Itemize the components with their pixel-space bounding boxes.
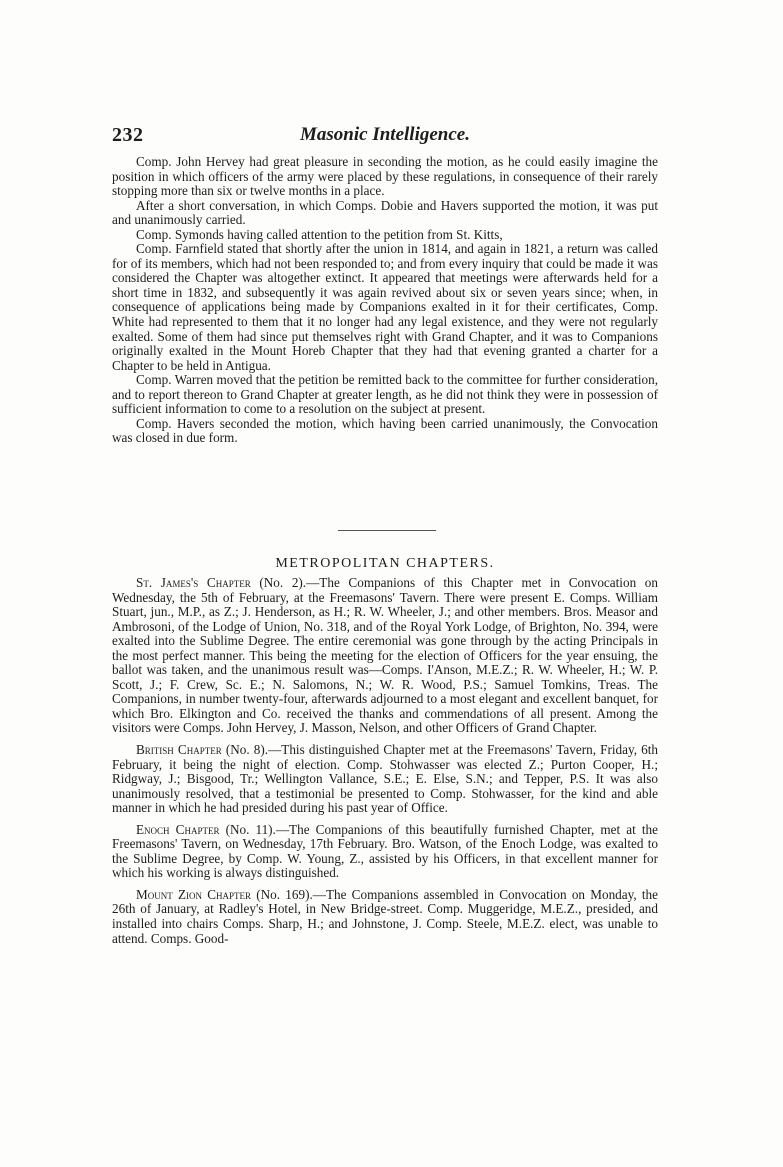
- chapter-name: British Chapter: [136, 742, 222, 758]
- chapter-name: Mount Zion Chapter: [136, 886, 252, 902]
- chapter-entry: [112, 576, 658, 736]
- page-header: [112, 124, 658, 146]
- paragraph: After a short conversation, in which Comps. Dobie and Havers supported the motion, it was put and unanimously carried.: [112, 197, 658, 228]
- chapter-name: Enoch Chapter: [136, 821, 220, 837]
- chapter-entry: [112, 888, 658, 946]
- chapter-name: St. James's Chapter: [136, 575, 251, 590]
- paragraph: Comp. John Hervey had great pleasure in seconding the motion, as he could easily imagine the position in which officers of the army were placed by these regulations, in consequence of their rarely stopping more than six or twelve months in a place.: [112, 154, 658, 199]
- section-title: METROPOLITAN CHAPTERS.: [275, 556, 495, 571]
- chapter-entry: [112, 823, 658, 881]
- metropolitan-chapters-list: [112, 576, 658, 953]
- section-divider: [338, 530, 436, 531]
- chapter-text: (No. 8).—This distinguished Chapter met at the Freemasons' Tavern, Friday, 6th February, it being the night of election. Comp. Stohwasser was elected Z.; Purton Cooper, H.; Ridgway, J.; Bisgood, Tr.; Wellington Vallance, S.E.; E. Else, S.N.; and Tepper, P.S. It was also unanimously resolved, that a testimonial be presented to Comp. Stohwasser, for the kind and able manner in which he had presided during his past year of Office.: [112, 742, 658, 816]
- chapter-entry: [112, 743, 658, 816]
- chapter-text: (No. 2).—The Companions of this Chapter met in Convocation on Wednesday, the 5th of February, at the Freemasons' Tavern. There were present E. Comps. William Stuart, jun., M.P., as Z.; J. Henderson, as H.; R. W. Wheeler, J.; and other members. Bros. Measor and Ambrosoni, of the Lodge of Union, No. 318, and of the Royal York Lodge, of Brighton, No. 394, were exalted into the Sublime Degree. The entire ceremonial was gone through by the acting Principals in the most perfect manner. This being the meeting for the election of Officers for the year ensuing, the ballot was taken, and the unanimous result was—Comps. I'Anson, M.E.Z.; R. W. Wheeler, H.; W. P. Scott, J.; F. Crew, Sc. E.; N. Salomons, N.; W. R. Wood, P.S.; Samuel Tomkins, Treas. The Companions, in number twenty-four, afterwards adjourned to a most elegant and excellent banquet, for which Bro. Elkington and Co. received the thanks and commendations of all present. Among the visitors were Comps. John Hervey, J. Masson, Nelson, and other Officers of Grand Chapter.: [112, 575, 658, 736]
- paragraph: Comp. Warren moved that the petition be remitted back to the committee for further consideration, and to report thereon to Grand Chapter at greater length, as he did not think they were in possession of sufficient information to come to a resolution on the subject at present.: [112, 372, 658, 417]
- paragraph: Comp. Symonds having called attention to the petition from St. Kitts,: [136, 226, 503, 242]
- grand-chapter-report: [112, 155, 658, 446]
- page-number: 232: [112, 124, 144, 146]
- chapter-text: (No. 169).—The Companions assembled in Convocation on Monday, the 26th of January, at Radley's Hotel, in New Bridge-street. Comp. Muggeridge, M.E.Z., presided, and installed into chairs Comps. Sharp, H.; and Johnstone, J. Comp. Steele, M.E.Z. elect, was unable to attend. Comps. Good-: [112, 886, 658, 946]
- running-title: Masonic Intelligence.: [300, 124, 470, 145]
- paragraph: Comp. Havers seconded the motion, which having been carried unanimously, the Convocation was closed in due form.: [112, 415, 658, 446]
- paragraph: Comp. Farnfield stated that shortly after the union in 1814, and again in 1821, a return was called for of its members, which had not been responded to; and from every inquiry that could be made it was considered the Chapter was altogether extinct. It appeared that meetings were afterwards held for a short time in 1832, and subsequently it was again revived about six or seven years since; when, in consequence of applications being made by Companions exalted in it for their certificates, Comp. White had represented to them that it no longer had any legal existence, and they were not regularly exalted. Some of them had since put themselves right with Grand Chapter, and it was to Companions originally exalted in the Mount Horeb Chapter that they had that evening granted a charter for a Chapter to be held in Antigua.: [112, 241, 658, 373]
- chapter-text: (No. 11).—The Companions of this beautifully furnished Chapter, met at the Freemasons' Tavern, on Wednesday, 17th February. Bro. Watson, of the Enoch Lodge, was exalted to the Sublime Degree, by Comp. W. Young, Z., assisted by his Officers, in that excellent manner for which his working is always distinguished.: [112, 821, 659, 881]
